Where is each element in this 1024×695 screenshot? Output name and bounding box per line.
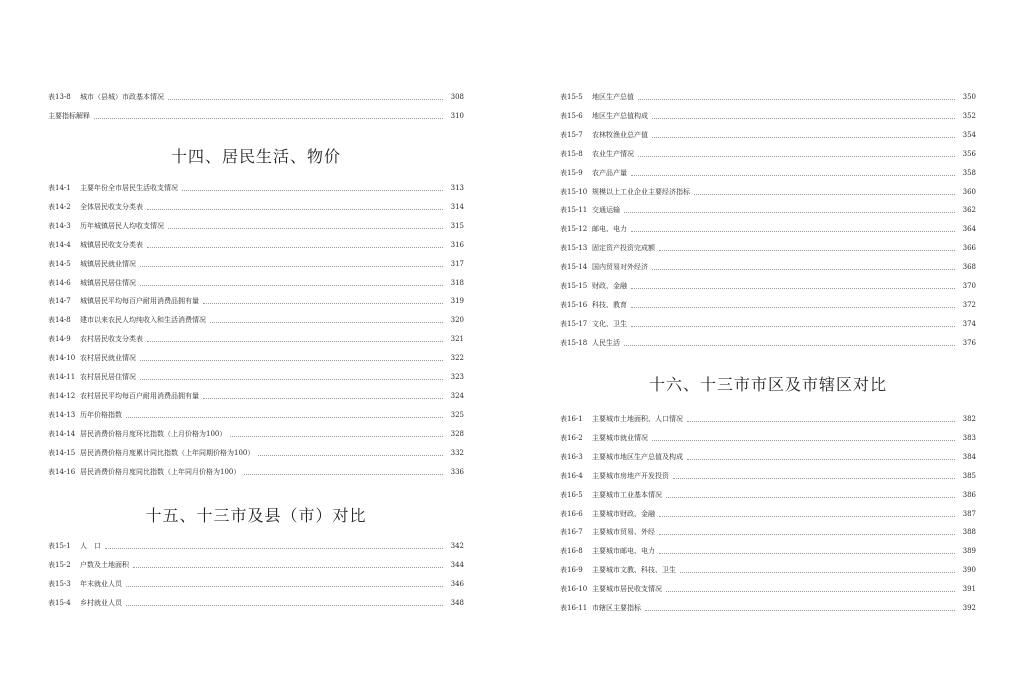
toc-entry-title: 规模以上工业企业主要经济指标 bbox=[592, 187, 690, 196]
toc-entry-page: 364 bbox=[962, 225, 976, 234]
dot-leader bbox=[624, 212, 955, 213]
toc-entry[interactable] bbox=[48, 332, 464, 344]
toc-entry[interactable] bbox=[48, 90, 464, 102]
dot-leader bbox=[140, 379, 443, 380]
section-heading: 十六、十三市市区及市辖区对比 bbox=[648, 375, 887, 394]
left-page bbox=[48, 0, 464, 695]
toc-entry-number: 表16-10 bbox=[560, 585, 588, 594]
toc-entry-title: 农村居民居住情况 bbox=[80, 373, 136, 381]
toc-entry[interactable] bbox=[48, 539, 464, 551]
toc-entry-title: 乡村就业人员 bbox=[80, 598, 122, 607]
section-heading: 十四、居民生活、物价 bbox=[170, 147, 341, 166]
toc-entry-number: 表14-13 bbox=[48, 410, 76, 419]
toc-entry[interactable] bbox=[560, 469, 976, 481]
toc-entry-page: 372 bbox=[962, 300, 976, 309]
toc-entry-page: 317 bbox=[450, 259, 464, 268]
toc-entry[interactable] bbox=[48, 558, 464, 570]
toc-entry-title: 主要城市地区生产总值及构成 bbox=[592, 452, 683, 461]
toc-entry-page: 322 bbox=[450, 354, 464, 363]
dot-leader bbox=[147, 209, 443, 210]
toc-entry-number: 表15-6 bbox=[560, 111, 583, 120]
toc-entry-title: 城市（县城）市政基本情况 bbox=[80, 93, 164, 101]
toc-entry[interactable] bbox=[48, 181, 464, 193]
dot-leader bbox=[182, 190, 443, 191]
toc-entry[interactable] bbox=[48, 238, 464, 250]
toc-entry[interactable] bbox=[560, 488, 976, 500]
toc-entry-page: 328 bbox=[450, 429, 464, 438]
dot-leader bbox=[168, 99, 443, 100]
toc-entry-title: 历年价格指数 bbox=[80, 410, 122, 419]
toc-entry-title: 市辖区主要指标 bbox=[592, 604, 641, 612]
toc-entry-title: 主要城市工业基本情况 bbox=[592, 490, 662, 499]
toc-entry[interactable] bbox=[560, 582, 976, 594]
toc-entry[interactable] bbox=[48, 596, 464, 608]
toc-entry-number: 表15-10 bbox=[560, 187, 588, 196]
toc-entry[interactable] bbox=[48, 109, 464, 121]
toc-entry[interactable] bbox=[560, 260, 976, 272]
toc-entry[interactable] bbox=[560, 544, 976, 556]
toc-entry-number: 表15-8 bbox=[560, 149, 583, 158]
toc-entry-page: 362 bbox=[962, 206, 976, 215]
toc-entry-number: 表13-8 bbox=[48, 93, 71, 101]
toc-entry-number: 表15-9 bbox=[560, 168, 583, 177]
toc-entry[interactable] bbox=[560, 525, 976, 537]
toc-entry-title: 历年城镇居民人均收支情况 bbox=[80, 221, 164, 230]
toc-entry-number: 表16-1 bbox=[560, 415, 583, 423]
dot-leader bbox=[140, 285, 443, 286]
toc-entry-title: 地区生产总值 bbox=[592, 93, 634, 101]
toc-entry[interactable] bbox=[48, 577, 464, 589]
toc-entry-page: 332 bbox=[450, 448, 464, 457]
toc-entry-title: 国内贸易对外经济 bbox=[592, 263, 648, 272]
toc-entry-number: 表14-3 bbox=[48, 221, 71, 230]
toc-entry[interactable] bbox=[560, 507, 976, 519]
toc-entry-number: 表15-12 bbox=[560, 225, 588, 234]
dot-leader bbox=[94, 118, 443, 119]
toc-entry[interactable] bbox=[48, 257, 464, 269]
toc-entry-number: 表14-5 bbox=[48, 259, 71, 268]
toc-entry-title: 主要城市财政、金融 bbox=[592, 509, 655, 518]
dot-leader bbox=[659, 250, 955, 251]
toc-entry-title: 主要年份全市居民生活收支情况 bbox=[80, 184, 178, 192]
toc-entry-page: 368 bbox=[962, 263, 976, 272]
dot-leader bbox=[652, 137, 955, 138]
dot-leader bbox=[631, 288, 955, 289]
toc-entry-page: 385 bbox=[962, 471, 976, 480]
toc-entry-title: 城镇居民居住情况 bbox=[80, 278, 136, 287]
toc-entry-page: 350 bbox=[962, 93, 976, 101]
toc-entry-page: 354 bbox=[962, 130, 976, 139]
toc-entry-title: 全体居民收支分类表 bbox=[80, 202, 143, 211]
dot-leader bbox=[673, 478, 955, 479]
toc-entry-number: 表15-16 bbox=[560, 300, 588, 309]
dot-leader bbox=[203, 398, 443, 399]
toc-entry-page: 342 bbox=[450, 542, 464, 550]
toc-entry-number: 表14-16 bbox=[48, 467, 76, 476]
toc-entry-title: 主要城市文教、科技、卫生 bbox=[592, 566, 676, 575]
toc-entry-number: 表15-1 bbox=[48, 542, 71, 550]
toc-entry-title: 居民消费价格月度累计同比指数（上年同期价格为100） bbox=[80, 448, 255, 457]
toc-entry[interactable] bbox=[560, 336, 976, 348]
toc-entry[interactable] bbox=[48, 294, 464, 306]
toc-entry[interactable] bbox=[560, 450, 976, 462]
toc-entry-title: 财政、金融 bbox=[592, 282, 627, 290]
toc-entry-page: 366 bbox=[962, 244, 976, 253]
toc-entry-page: 384 bbox=[962, 452, 976, 461]
toc-entry[interactable] bbox=[48, 389, 464, 401]
toc-entry[interactable] bbox=[48, 219, 464, 231]
toc-entry-title: 主要城市房地产开发投资 bbox=[592, 471, 669, 480]
toc-entry-title: 城镇居民就业情况 bbox=[80, 259, 136, 268]
toc-entry-title: 主要指标解释 bbox=[48, 112, 90, 120]
toc-entry-title: 居民消费价格月度同比指数（上年同月价格为100） bbox=[80, 467, 241, 476]
toc-entry-number: 表15-7 bbox=[560, 130, 583, 139]
toc-entry-page: 346 bbox=[450, 579, 464, 588]
toc-entry[interactable] bbox=[560, 90, 976, 102]
toc-entry-title: 农林牧渔业总产值 bbox=[592, 130, 648, 139]
toc-entry[interactable] bbox=[48, 276, 464, 288]
toc-entry-page: 374 bbox=[962, 319, 976, 328]
toc-entry-number: 表15-15 bbox=[560, 282, 588, 290]
dot-leader bbox=[258, 455, 443, 456]
dot-leader bbox=[126, 605, 443, 606]
toc-entry-page: 313 bbox=[450, 184, 464, 192]
toc-entry-title: 地区生产总值构成 bbox=[592, 111, 648, 120]
toc-entry[interactable] bbox=[48, 446, 464, 458]
toc-entry-title: 邮电、电力 bbox=[592, 225, 627, 234]
toc-entry[interactable] bbox=[560, 222, 976, 234]
toc-entry[interactable] bbox=[48, 370, 464, 382]
toc-entry[interactable] bbox=[560, 128, 976, 140]
toc-entry-title: 农村居民就业情况 bbox=[80, 354, 136, 363]
toc-entry-number: 表14-15 bbox=[48, 448, 76, 457]
dot-leader bbox=[140, 360, 443, 361]
toc-entry-page: 315 bbox=[450, 221, 464, 230]
dot-leader bbox=[210, 322, 443, 323]
toc-entry-title: 建市以来农民人均纯收入和生活消费情况 bbox=[80, 316, 206, 325]
toc-entry[interactable] bbox=[48, 427, 464, 439]
toc-entry-number: 表15-3 bbox=[48, 579, 71, 588]
dot-leader bbox=[659, 516, 955, 517]
toc-entry[interactable] bbox=[560, 563, 976, 575]
toc-entry-page: 382 bbox=[962, 415, 976, 423]
dot-leader bbox=[694, 194, 955, 195]
dot-leader bbox=[203, 303, 443, 304]
dot-leader bbox=[666, 497, 955, 498]
toc-entry-page: 314 bbox=[450, 202, 464, 211]
toc-entry[interactable] bbox=[560, 185, 976, 197]
toc-entry[interactable] bbox=[560, 412, 976, 424]
toc-entry[interactable] bbox=[48, 465, 464, 477]
toc-entry[interactable] bbox=[560, 431, 976, 443]
toc-entry[interactable] bbox=[48, 200, 464, 212]
toc-entry[interactable] bbox=[560, 317, 976, 329]
toc-entry-title: 文化、卫生 bbox=[592, 319, 627, 328]
toc-entry-number: 表15-11 bbox=[560, 206, 588, 215]
toc-entry-page: 325 bbox=[450, 410, 464, 419]
toc-entry-title: 主要城市居民收支情况 bbox=[592, 585, 662, 594]
toc-entry[interactable] bbox=[48, 408, 464, 420]
toc-entry[interactable] bbox=[560, 203, 976, 215]
toc-entry-page: 316 bbox=[450, 240, 464, 249]
dot-leader bbox=[133, 567, 443, 568]
toc-entry-number: 表14-12 bbox=[48, 391, 76, 400]
dot-leader bbox=[652, 118, 955, 119]
dot-leader bbox=[687, 421, 955, 422]
toc-entry-page: 391 bbox=[962, 585, 976, 594]
dot-leader bbox=[168, 228, 443, 229]
toc-entry-title: 交通运输 bbox=[592, 206, 620, 215]
dot-leader bbox=[147, 247, 443, 248]
toc-entry-page: 324 bbox=[450, 391, 464, 400]
toc-entry-number: 表16-5 bbox=[560, 490, 583, 499]
toc-entry-page: 392 bbox=[962, 604, 976, 612]
right-page bbox=[560, 0, 976, 695]
toc-entry-number: 表15-18 bbox=[560, 338, 588, 347]
toc-entry-page: 383 bbox=[962, 433, 976, 442]
toc-entry-page: 386 bbox=[962, 490, 976, 499]
toc-entry[interactable] bbox=[560, 298, 976, 310]
toc-entry-number: 表14-14 bbox=[48, 429, 76, 438]
toc-entry-title: 主要城市就业情况 bbox=[592, 433, 648, 442]
dot-leader bbox=[631, 231, 955, 232]
toc-entry-page: 321 bbox=[450, 335, 464, 344]
toc-entry-title: 主要城市贸易、外经 bbox=[592, 528, 655, 537]
dot-leader bbox=[631, 307, 955, 308]
toc-entry-number: 表15-14 bbox=[560, 263, 588, 272]
dot-leader bbox=[659, 553, 955, 554]
toc-entry-number: 表16-8 bbox=[560, 547, 583, 556]
dot-leader bbox=[652, 269, 955, 270]
toc-entry-title: 农业生产情况 bbox=[592, 149, 634, 158]
dot-leader bbox=[140, 266, 443, 267]
toc-entry-number: 表16-11 bbox=[560, 604, 588, 612]
toc-entry-page: 336 bbox=[450, 467, 464, 476]
toc-entry-number: 表16-7 bbox=[560, 528, 583, 537]
toc-entry-page: 389 bbox=[962, 547, 976, 556]
toc-entry-number: 表15-13 bbox=[560, 244, 588, 253]
toc-entry-number: 表16-4 bbox=[560, 471, 583, 480]
toc-entry-number: 表15-4 bbox=[48, 598, 71, 607]
toc-entry-number: 表16-3 bbox=[560, 452, 583, 461]
dot-leader bbox=[652, 440, 955, 441]
toc-entry-number: 表16-2 bbox=[560, 433, 583, 442]
toc-entry-number: 表14-1 bbox=[48, 184, 71, 192]
dot-leader bbox=[638, 156, 955, 157]
toc-entry-page: 348 bbox=[450, 598, 464, 607]
dot-leader bbox=[645, 610, 955, 611]
toc-entry[interactable] bbox=[560, 166, 976, 178]
toc-entry-title: 农村居民收支分类表 bbox=[80, 335, 143, 344]
toc-entry-page: 370 bbox=[962, 282, 976, 290]
toc-entry[interactable] bbox=[48, 313, 464, 325]
toc-entry[interactable] bbox=[560, 109, 976, 121]
dot-leader bbox=[638, 99, 955, 100]
toc-entry-number: 表16-9 bbox=[560, 566, 583, 575]
toc-entry-page: 310 bbox=[450, 112, 464, 120]
toc-entry-number: 表14-10 bbox=[48, 354, 76, 363]
dot-leader bbox=[680, 572, 955, 573]
toc-entry-number: 表15-2 bbox=[48, 560, 71, 569]
toc-entry-page: 376 bbox=[962, 338, 976, 347]
dot-leader bbox=[659, 534, 955, 535]
toc-entry-title: 城镇居民收支分类表 bbox=[80, 240, 143, 249]
toc-entry-number: 表15-17 bbox=[560, 319, 588, 328]
toc-entry-title: 农村居民平均每百户耐用消费品拥有量 bbox=[80, 391, 199, 400]
toc-entry-number: 表14-9 bbox=[48, 335, 71, 344]
toc-entry-title: 固定资产投资完成额 bbox=[592, 244, 655, 253]
toc-entry[interactable] bbox=[560, 279, 976, 291]
dot-leader bbox=[230, 436, 443, 437]
dot-leader bbox=[631, 175, 955, 176]
toc-entry-page: 308 bbox=[450, 93, 464, 101]
toc-entry-page: 323 bbox=[450, 373, 464, 381]
toc-entry[interactable] bbox=[48, 351, 464, 363]
dot-leader bbox=[105, 548, 443, 549]
toc-entry-title: 科技、教育 bbox=[592, 300, 627, 309]
toc-entry-page: 387 bbox=[962, 509, 976, 518]
dot-leader bbox=[624, 345, 955, 346]
dot-leader bbox=[147, 341, 443, 342]
toc-entry-title: 年末就业人员 bbox=[80, 579, 122, 588]
toc-entry-title: 户数及土地面积 bbox=[80, 560, 129, 569]
toc-entry-number: 表14-8 bbox=[48, 316, 71, 325]
toc-entry-title: 居民消费价格月度环比指数（上月价格为100） bbox=[80, 429, 227, 438]
toc-entry-page: 358 bbox=[962, 168, 976, 177]
toc-entry-page: 352 bbox=[962, 111, 976, 120]
toc-entry-title: 人民生活 bbox=[592, 338, 620, 347]
dot-leader bbox=[666, 591, 955, 592]
toc-entry-title: 农产品产量 bbox=[592, 168, 627, 177]
toc-entry-number: 表14-2 bbox=[48, 202, 71, 211]
toc-entry-number: 表14-7 bbox=[48, 297, 71, 306]
toc-entry-page: 320 bbox=[450, 316, 464, 325]
toc-entry-page: 390 bbox=[962, 566, 976, 575]
toc-entry-number: 表16-6 bbox=[560, 509, 583, 518]
toc-entry-page: 356 bbox=[962, 149, 976, 158]
section-heading: 十五、十三市及县（市）对比 bbox=[145, 506, 367, 525]
dot-leader bbox=[687, 459, 955, 460]
toc-entry-title: 主要城市邮电、电力 bbox=[592, 547, 655, 556]
dot-leader bbox=[244, 474, 443, 475]
toc-entry[interactable] bbox=[560, 241, 976, 253]
toc-entry-title: 城镇居民平均每百户耐用消费品拥有量 bbox=[80, 297, 199, 306]
toc-entry-page: 318 bbox=[450, 278, 464, 287]
dot-leader bbox=[126, 586, 443, 587]
toc-entry-number: 表14-6 bbox=[48, 278, 71, 287]
toc-entry-page: 360 bbox=[962, 187, 976, 196]
toc-entry-number: 表14-11 bbox=[48, 373, 76, 381]
toc-entry-number: 表15-5 bbox=[560, 93, 583, 101]
dot-leader bbox=[126, 417, 443, 418]
toc-entry-number: 表14-4 bbox=[48, 240, 71, 249]
toc-entry[interactable] bbox=[560, 601, 976, 613]
toc-entry[interactable] bbox=[560, 147, 976, 159]
toc-entry-page: 344 bbox=[450, 560, 464, 569]
toc-entry-title: 人 口 bbox=[80, 542, 101, 550]
toc-entry-page: 388 bbox=[962, 528, 976, 537]
toc-entry-page: 319 bbox=[450, 297, 464, 306]
dot-leader bbox=[631, 326, 955, 327]
toc-entry-title: 主要城市土地面积、人口情况 bbox=[592, 415, 683, 423]
